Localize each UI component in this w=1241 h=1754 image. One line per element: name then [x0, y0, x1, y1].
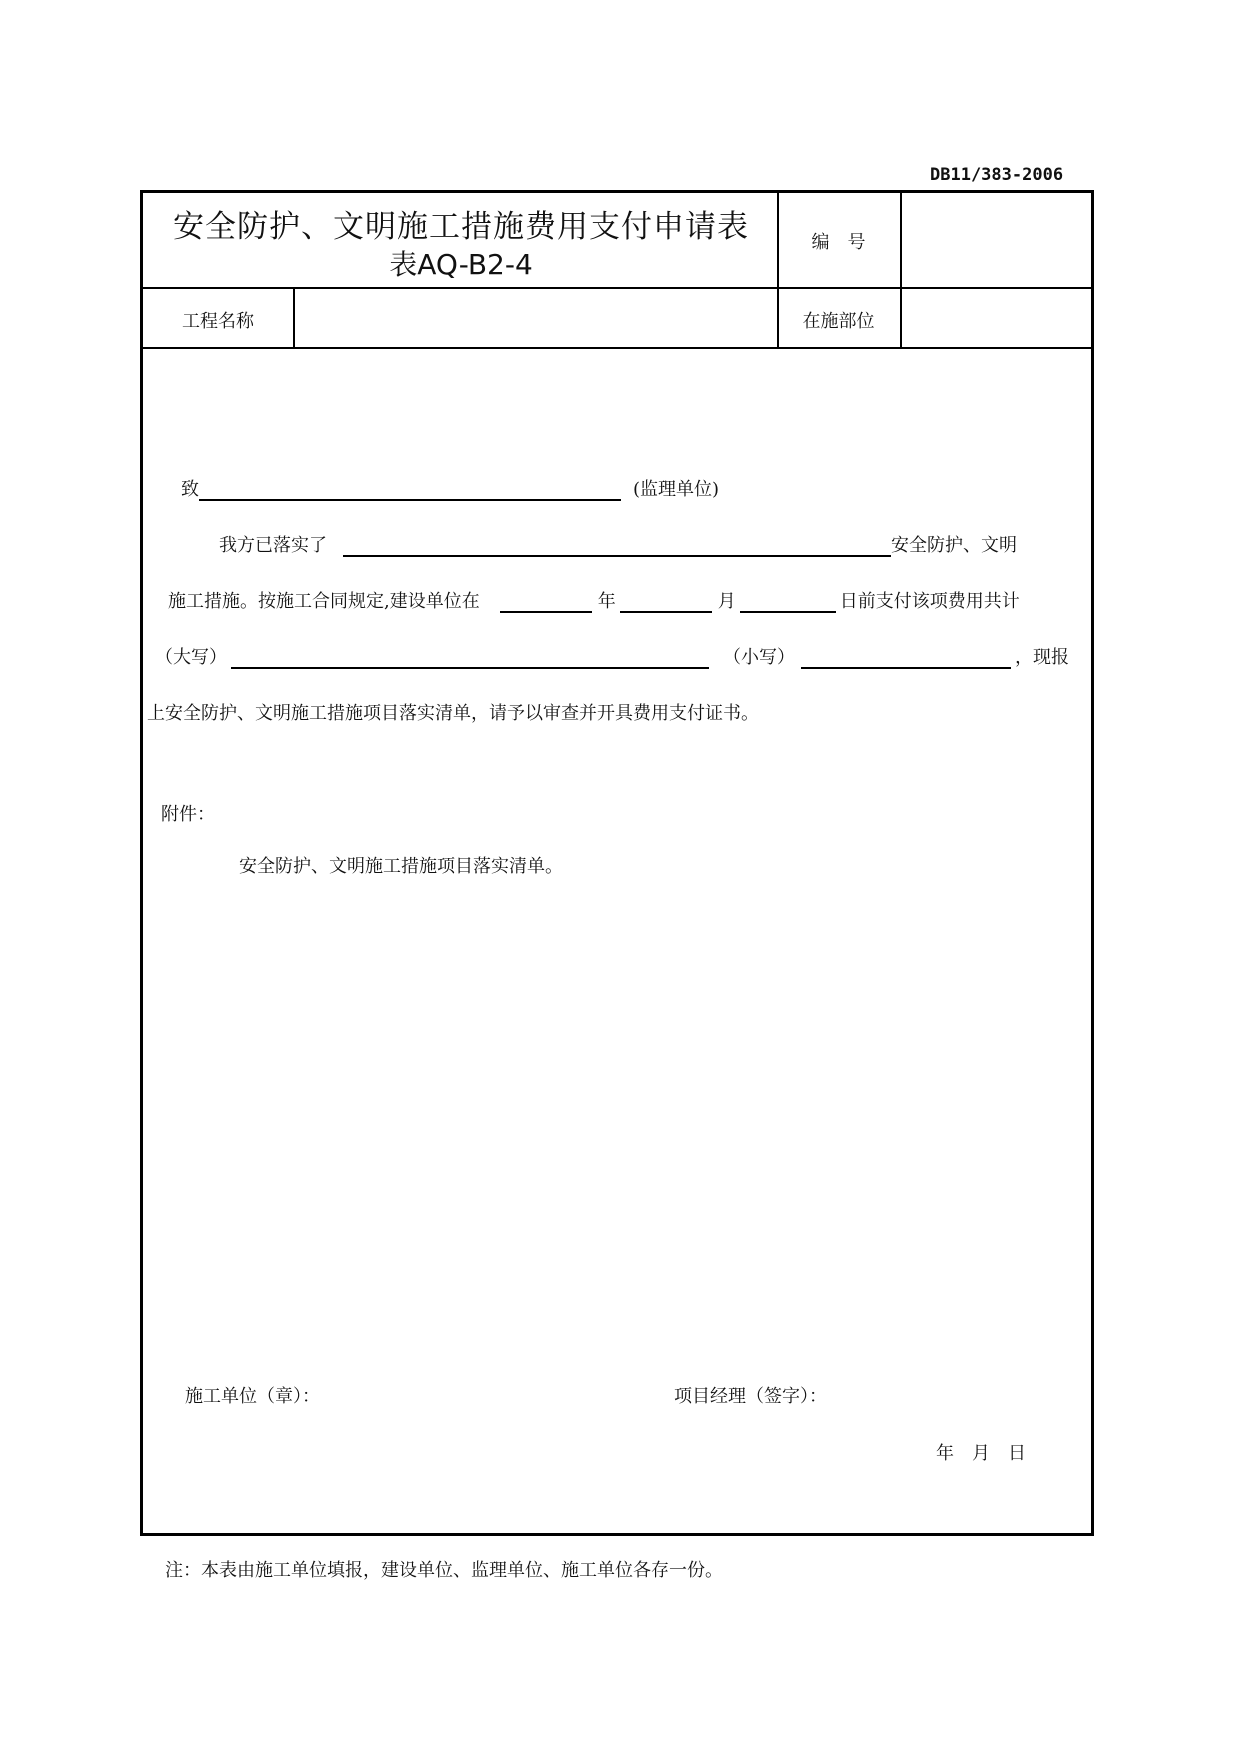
- capital-label: （大写）: [155, 647, 227, 668]
- attachment-item: 安全防护、文明施工措施项目落实清单。: [239, 856, 563, 877]
- construction-part-label: 在施部位: [802, 311, 875, 332]
- to-line: [181, 475, 719, 501]
- amount-capital-blank[interactable]: [231, 647, 709, 669]
- project-name-divider: [293, 287, 295, 347]
- number-divider: [900, 193, 902, 347]
- measures-blank[interactable]: [343, 535, 891, 557]
- project-manager-signature-label: 项目经理（签字）：: [674, 1386, 827, 1407]
- header-divider: [143, 287, 1091, 289]
- form-frame: [140, 190, 1094, 1536]
- lower-label: （小写）: [723, 647, 795, 668]
- amount-lower-blank[interactable]: [801, 647, 1011, 669]
- info-divider: [143, 347, 1091, 349]
- line1-suffix: 安全防护、文明: [891, 535, 1017, 556]
- form-title: 安全防护、文明施工措施费用支付申请表: [173, 209, 749, 245]
- month-blank[interactable]: [620, 591, 712, 613]
- project-name-label: 工程名称: [182, 311, 254, 332]
- date-label: 年 月 日: [936, 1443, 1026, 1464]
- body-line-2: [168, 587, 1020, 613]
- body-line-3: [155, 643, 1069, 669]
- standard-code: DB11/383-2006: [930, 165, 1064, 185]
- contractor-seal-label: 施工单位（章）：: [185, 1386, 320, 1407]
- year-label: 年: [597, 591, 616, 612]
- line2-prefix: 施工措施。按施工合同规定,建设单位在: [168, 591, 480, 612]
- line3-suffix: ，现报: [1015, 647, 1069, 668]
- form-code: 表AQ-B2-4: [389, 248, 533, 281]
- line1-prefix: 我方已落实了: [219, 535, 327, 556]
- line2-suffix: 日前支付该项费用共计: [839, 591, 1020, 612]
- to-suffix: (监理单位): [633, 479, 720, 500]
- body-line-4: 上安全防护、文明施工措施项目落实清单，请予以审查并开具费用支付证书。: [147, 703, 759, 724]
- attachment-label: 附件：: [161, 804, 215, 825]
- month-label: 月: [717, 591, 736, 612]
- day-blank[interactable]: [740, 591, 836, 613]
- body-line-1: [219, 531, 1017, 557]
- to-prefix: 致: [181, 479, 199, 500]
- year-blank[interactable]: [500, 591, 592, 613]
- form-note: 注：本表由施工单位填报，建设单位、监理单位、施工单位各存一份。: [165, 1560, 723, 1581]
- supervision-unit-blank[interactable]: [199, 479, 621, 501]
- number-label: 编 号: [811, 232, 866, 253]
